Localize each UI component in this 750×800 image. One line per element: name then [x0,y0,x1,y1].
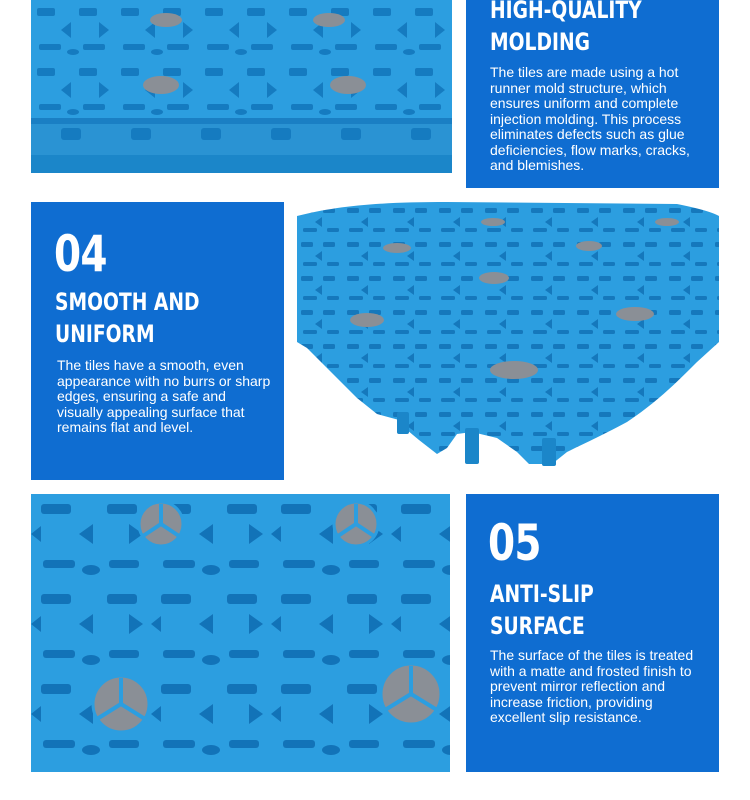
feature-number: 05 [488,514,541,572]
tile-perspective-graphic [297,202,719,470]
feature-card-anti-slip [466,494,719,772]
feature-description: The surface of the tiles is treated with a matte and frosted finish to prevent mirror reflection and increase friction, providing excellent slip resistance. [490,647,694,725]
feature-card-smooth-uniform [31,202,284,480]
feature-description: The tiles have a smooth, even appearance with no burrs or sharp edges, ensuring a safe and visually appealing surface that remains flat and level. [57,357,271,435]
tile-pattern-graphic [31,494,450,772]
feature-card-high-quality-molding [466,0,719,188]
tile-closeup-graphic [31,0,452,173]
feature-title [490,0,720,58]
feature-title-line2: SURFACE [490,612,585,640]
feature-number: 04 [54,225,107,283]
feature-title [55,286,285,350]
feature-title [490,578,720,642]
tile-closeup-image [31,0,452,173]
tile-perspective-image [297,202,719,470]
feature-title-line2: UNIFORM [55,320,155,348]
feature-title-line1: SMOOTH AND [55,288,200,316]
feature-title-line2: MOLDING [490,28,591,56]
feature-description: The tiles are made using a hot runner mold structure, which ensures uniform and complete injection molding. This process eliminates defects such as glue deficiencies, flow marks, cracks, and blemishes. [490,64,690,173]
feature-title-line1: ANTI-SLIP [490,580,594,608]
feature-title-line1: HIGH-QUALITY [490,0,642,24]
tile-pattern-image [31,494,450,772]
